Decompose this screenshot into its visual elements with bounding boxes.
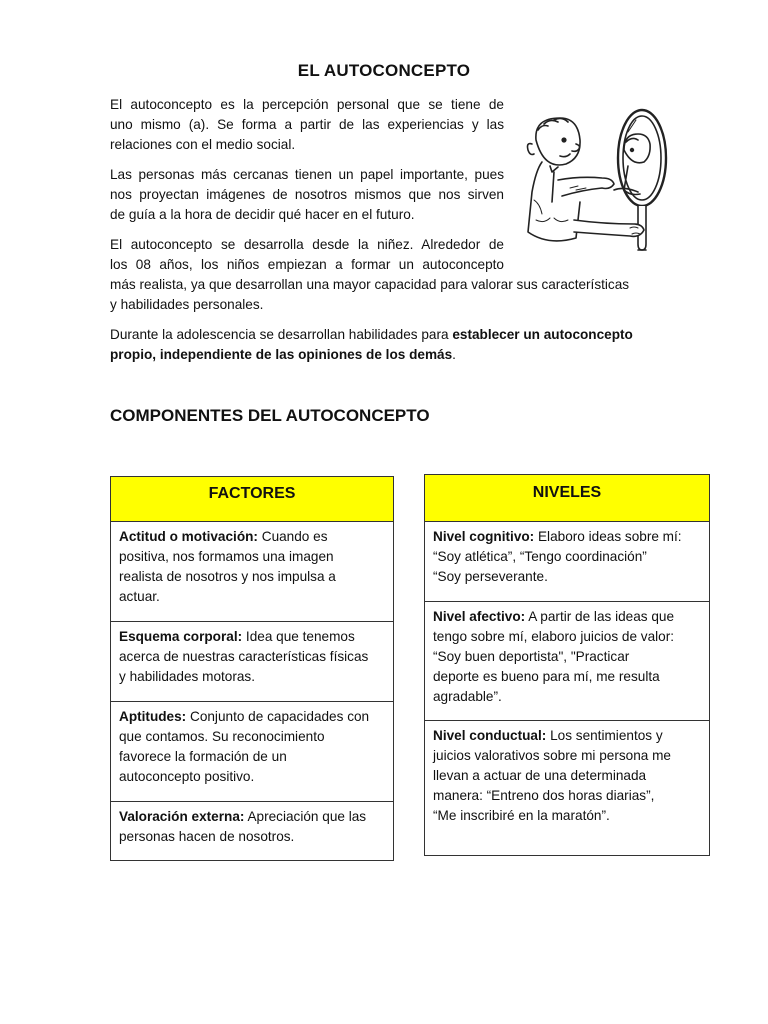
text-line: llevan a actuar de una determinada [433,768,647,783]
text-line [433,527,701,547]
text-run: Idea que tenemos [242,629,355,644]
niveles-header: NIVELES [425,475,709,522]
text-line: juicios valorativos sobre mi persona me [433,748,671,763]
adolescence-paragraph [110,325,660,365]
text-run: Cuando es [257,529,328,544]
text-line [119,807,385,827]
text-line: positiva, nos formamos una imagen [119,549,334,564]
factores-table [110,476,394,861]
text-line [433,726,701,746]
factor-cell [111,622,393,702]
mirror-illustration [514,100,678,264]
section-title: COMPONENTES DEL AUTOCONCEPTO [110,406,430,425]
factor-cell [111,802,393,860]
page-title: EL AUTOCONCEPTO [297,61,471,80]
text-line [433,607,701,627]
text-line: “Me inscribiré en la maratón”. [433,808,610,823]
factor-cell [111,702,393,802]
text-line: favorece la formación de un [119,749,287,764]
text-run: Durante la adolescencia se desarrollan habilidades para [110,327,453,342]
text-line: y habilidades motoras. [119,669,256,684]
text-line: El autoconcepto es la percepción personal que se tiene de [110,97,504,112]
intro-paragraph [110,95,504,155]
text-run: Conjunto de capacidades con [186,709,370,724]
term-label: Nivel cognitivo: [433,529,535,544]
term-label: Nivel afectivo: [433,609,526,624]
text-line: Las personas más cercanas tienen un papel importante, pues [110,167,504,182]
factores-header: FACTORES [111,477,393,522]
factor-cell [111,522,393,622]
text-line: actuar. [119,589,160,604]
bold-text-run: propio, independiente de las opiniones de los demás [110,347,453,362]
text-line [119,707,385,727]
term-label: Aptitudes: [119,709,187,724]
term-label: Valoración externa: [119,809,245,824]
nivel-cell [425,522,709,602]
text-line [119,627,385,647]
term-label: Nivel conductual: [433,728,547,743]
text-line: más realista, ya que desarrollan una mayor capacidad para valorar sus características [110,277,630,292]
text-run: A partir de las ideas que [525,609,675,624]
text-line: “Soy buen deportista", "Practicar [433,649,630,664]
text-line: uno mismo (a). Se forma a partir de las experiencias y las [110,117,504,132]
text-line: los 08 años, los niños empiezan a formar un autoconcepto [110,257,504,272]
text-line: relaciones con el medio social. [110,137,296,152]
text-line: personas hacen de nosotros. [119,829,295,844]
text-line: El autoconcepto se desarrolla desde la niñez. Alrededor de [110,237,504,252]
nivel-cell [425,721,709,855]
term-label: Esquema corporal: [119,629,243,644]
text-run: . [452,347,456,362]
text-line: “Soy atlética”, “Tengo coordinación” [433,549,647,564]
text-line: que contamos. Su reconocimiento [119,729,325,744]
term-label: Actitud o motivación: [119,529,258,544]
text-line: agradable”. [433,689,502,704]
text-run: Apreciación que las [244,809,367,824]
text-line: acerca de nuestras características físicas [119,649,369,664]
text-line: nos proyectan imágenes de nosotros mismos que nos sirven [110,187,504,202]
family-paragraph [110,165,504,225]
text-line: autoconcepto positivo. [119,769,255,784]
text-run: Elaboro ideas sobre mí: [534,529,682,544]
niveles-table [424,474,710,856]
text-line: deporte es bueno para mí, me resulta [433,669,660,684]
text-line: manera: “Entreno dos horas diarias”, [433,788,655,803]
text-run: Los sentimientos y [546,728,663,743]
bold-text-run: establecer un autoconcepto [452,327,633,342]
text-line: tengo sobre mí, elaboro juicios de valor: [433,629,675,644]
text-line: de guía a la hora de decidir qué hacer en el futuro. [110,207,415,222]
nivel-cell [425,602,709,721]
text-line [119,527,385,547]
text-line: y habilidades personales. [110,297,264,312]
text-line: realista de nosotros y nos impulsa a [119,569,336,584]
text-line: “Soy perseverante. [433,569,548,584]
